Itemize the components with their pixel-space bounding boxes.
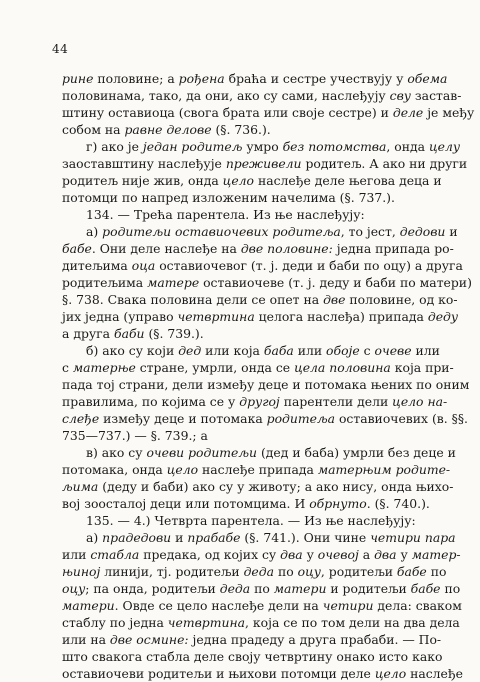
section-heading: 135. — 4.) Четврта парентела. — Из ње наслеђују: xyxy=(86,513,416,528)
text-line: заоставштину наслеђује преживели родитељ. А ако ни други xyxy=(62,156,468,171)
text-line: рине половине; а рођена браћа и сестре учествују у обема xyxy=(62,71,448,86)
text-line: стаблу по једна четвртина, која се по том дели на два дела xyxy=(62,615,460,630)
text-line: 735—737.) — §. 739.; а xyxy=(62,428,208,443)
text-line: половинама, тако, да они, ако су сами, наслеђују сву застав- xyxy=(62,88,462,103)
text-line: собом на равне делове (§. 736.). xyxy=(62,122,271,137)
text-line: потомака, онда цело наслеђе припада матерњим родите- xyxy=(62,462,451,477)
text-line: јих једна (управо четвртина целога наслеђа) припада деду xyxy=(62,309,459,324)
text-line: оцу; па онда, родитељи деда по матери и родитељи бабе по xyxy=(62,581,461,596)
text-line: а друга баби (§. 739.). xyxy=(62,326,204,341)
text-line: што свакога стабла деле своју четвртину онако исто како xyxy=(62,649,443,664)
text-line: г) ако је један родитељ умро без потомства, онда целу xyxy=(86,139,461,154)
text-line: пада тој страни, дели између деце и потомака њених по оним xyxy=(62,377,470,392)
text-line: оставиочеви родитељи и њихови потомци деле цело наслеђе xyxy=(62,666,463,681)
page-number: 44 xyxy=(52,42,69,56)
text-line: в) ако су очеви родитељи (дед и баба) умрли без деце и xyxy=(86,445,456,460)
text-line: љима (деду и баби) ако су у животу; а ако нису, онда њихо- xyxy=(62,479,454,494)
text-line: правилима, по којима се у другој парентели дели цело на- xyxy=(62,394,448,409)
text-line: слеђе између деце и потомака родитеља оставиочевих (в. §§. xyxy=(62,411,468,426)
text-line: §. 738. Свака половина дели се опет на две половине, од ко- xyxy=(62,292,458,307)
text-line: б) ако су који дед или која баба или обоје с очеве или xyxy=(86,343,440,358)
text-line: с матерње стране, умрли, онда се цела половина која при- xyxy=(62,360,454,375)
text-line: а) родитељи оставиочевих родитеља, то јест, дедови и xyxy=(86,224,458,239)
section-heading: 134. — Трећа парентела. Из ње наслеђују: xyxy=(86,207,365,222)
text-line: или на две осмине: једна прадеду а друга прабаби. — По- xyxy=(62,632,442,647)
text-line: дитељима оца оставиочевог (т. ј. деди и баби по оцу) а друга xyxy=(62,258,463,273)
text-line: родитељима матере оставиочеве (т. ј. деду и баби по матери) xyxy=(62,275,472,290)
text-line: бабе. Они деле наслеђе на две половине: једна припада ро- xyxy=(62,241,454,256)
text-line: штину оставиоца (свога брата или своје сестре) и деле је међу xyxy=(62,105,475,120)
text-line: а) прадедови и прабабе (§. 741.). Они чине четири пара xyxy=(86,530,456,545)
text-line: матери. Овде се цело наслеђе дели на четири дела: сваком xyxy=(62,598,462,613)
text-line: родитељ није жив, онда цело наслеђе деле његова деца и xyxy=(62,173,442,188)
text-line: њиној линији, тј. родитељи деда по оцу, родитељи бабе по xyxy=(62,564,447,579)
text-line: или стабла предака, од којих су два у очевој а два у матер- xyxy=(62,547,461,562)
text-line: вој зоосталој деци или потомцима. И обрнуто. (§. 740.). xyxy=(62,496,430,511)
text-line: потомци по напред изложеним начелима (§. 737.). xyxy=(62,190,395,205)
